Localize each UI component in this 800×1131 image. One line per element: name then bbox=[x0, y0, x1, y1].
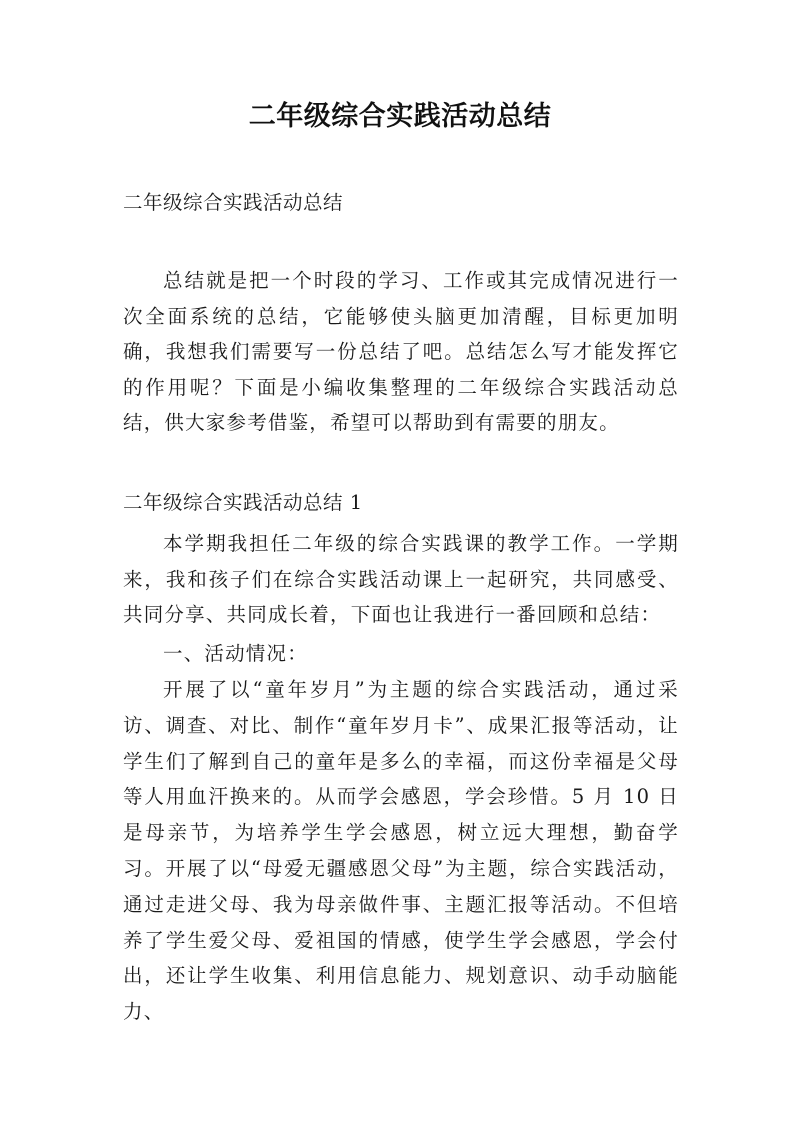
item-paragraph: 开展了以“童年岁月”为主题的综合实践活动，通过采访、调查、对比、制作“童年岁月卡”、成果汇报等活动，让学生们了解到自己的童年是多么的幸福，而这份幸福是父母等人用血汗换来的。从而学会感恩，学会珍惜。5 月 10 日是母亲节，为培养学生学会感恩，树立远大理想，勤奋学习。开展了以“母爱无疆感恩父母”为主题，综合实践活动，通过走进父母、我为母亲做件事、主题汇报等活动。不但培养了学生爱父母、爱祖国的情感，使学生学会感恩，学会付出，还让学生收集、利用信息能力、规划意识、动手动脑能力、 bbox=[123, 678, 679, 1024]
intro-paragraph: 总结就是把一个时段的学习、工作或其完成情况进行一次全面系统的总结，它能够使头脑更加清醒，目标更加明确，我想我们需要写一份总结了吧。总结怎么写才能发挥它的作用呢？下面是小编收集整理的二年级综合实践活动总结，供大家参考借鉴，希望可以帮助到有需要的朋友。 bbox=[123, 269, 679, 434]
section-paragraph: 本学期我担任二年级的综合实践课的教学工作。一学期来，我和孩子们在综合实践活动课上一起研究，共同感受、共同分享、共同成长着，下面也让我进行一番回顾和总结： bbox=[123, 532, 679, 626]
document-subtitle: 二年级综合实践活动总结 bbox=[123, 191, 344, 214]
document-title: 二年级综合实践活动总结 bbox=[248, 101, 552, 132]
section-heading: 二年级综合实践活动总结 1 bbox=[123, 491, 363, 514]
item-heading: 一、活动情况： bbox=[163, 642, 308, 665]
